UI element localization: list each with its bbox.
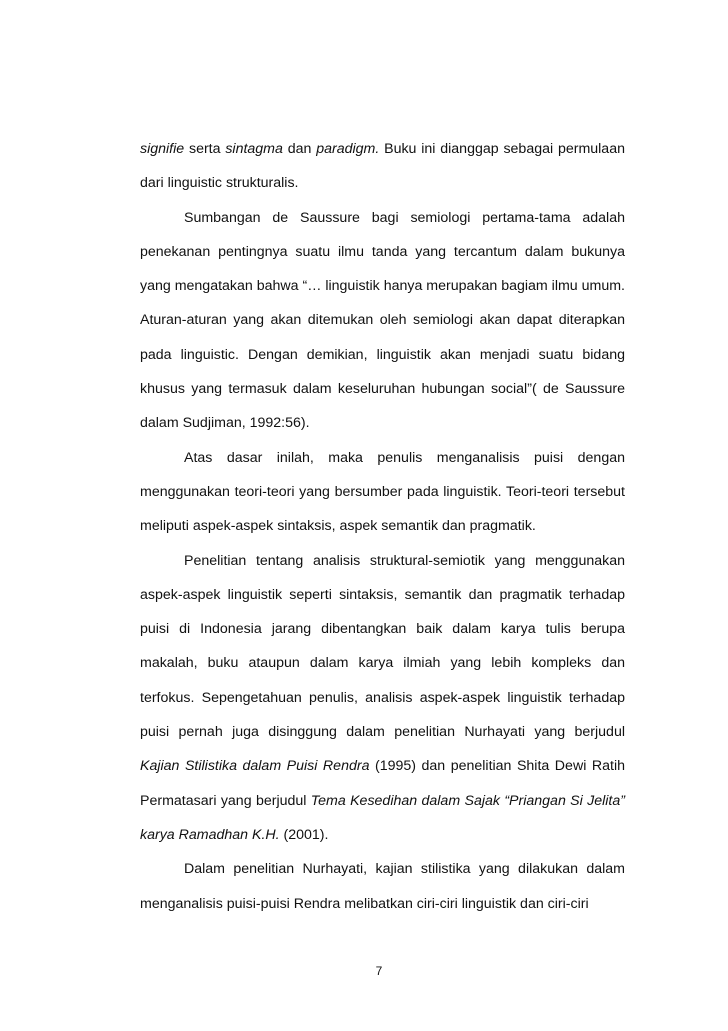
run: sintagma	[225, 141, 283, 157]
run: Dalam penelitian Nurhayati, kajian stilistika yang dilakukan dalam menganalisis puisi-puisi Rendra melibatkan ciri-ciri linguistik dan ciri-ciri	[140, 861, 625, 912]
body-text	[140, 132, 625, 921]
run: Sumbangan de Saussure bagi semiologi pertama-tama adalah penekanan pentingnya suatu ilmu tanda yang tercantum dalam bukunya yang mengatakan bahwa “… linguistik hanya merupakan bagiam ilmu umum. Aturan-aturan yang akan ditemukan oleh semiologi akan dapat diterapkan pada linguistic. Dengan demikian, linguistik akan menjadi suatu bidang khusus yang termasuk dalam keseluruhan hubungan social”( de Saussure dalam Sudjiman, 1992:56).	[140, 209, 625, 432]
run: dan	[282, 141, 317, 157]
run: Kajian Stilistika dalam Puisi Rendra	[140, 758, 370, 775]
run: Tema Kesedihan dalam Sajak “Priangan Si Jelita” karya Ramadhan K.H.	[140, 792, 625, 843]
paragraph-4	[140, 544, 625, 853]
run: signifie	[140, 141, 185, 157]
run: Penelitian tentang analisis struktural-semiotik yang menggunakan aspek-aspek linguistik seperti sintaksis, semantik dan pragmatik terhadap puisi di Indonesia jarang dibentangkan baik dalam karya tulis berupa makalah, buku ataupun dalam karya ilmiah yang lebih kompleks dan terfokus. Sepengetahuan penulis, analisis aspek-aspek linguistik terhadap puisi pernah juga disinggung dalam penelitian Nurhayati yang berjudul	[140, 552, 625, 741]
paragraph-1	[140, 132, 625, 201]
paragraph-3	[140, 441, 625, 544]
paragraph-2	[140, 201, 625, 441]
run: (1995) dan penelitian Shita Dewi Ratih Permatasari yang berjudul	[140, 758, 625, 809]
run: (2001).	[279, 826, 329, 843]
run: paradigm.	[316, 141, 380, 157]
run: Buku ini dianggap sebagai permulaan dari linguistic strukturalis.	[140, 141, 625, 192]
page-number: 7	[375, 964, 383, 978]
run: Atas dasar inilah, maka penulis menganalisis puisi dengan menggunakan teori-teori yang bersumber pada linguistik. Teori-teori tersebut meliputi aspek-aspek sintaksis, aspek semantik dan pragmatik.	[140, 449, 625, 535]
paragraph-5	[140, 852, 625, 921]
run: serta	[184, 141, 226, 157]
